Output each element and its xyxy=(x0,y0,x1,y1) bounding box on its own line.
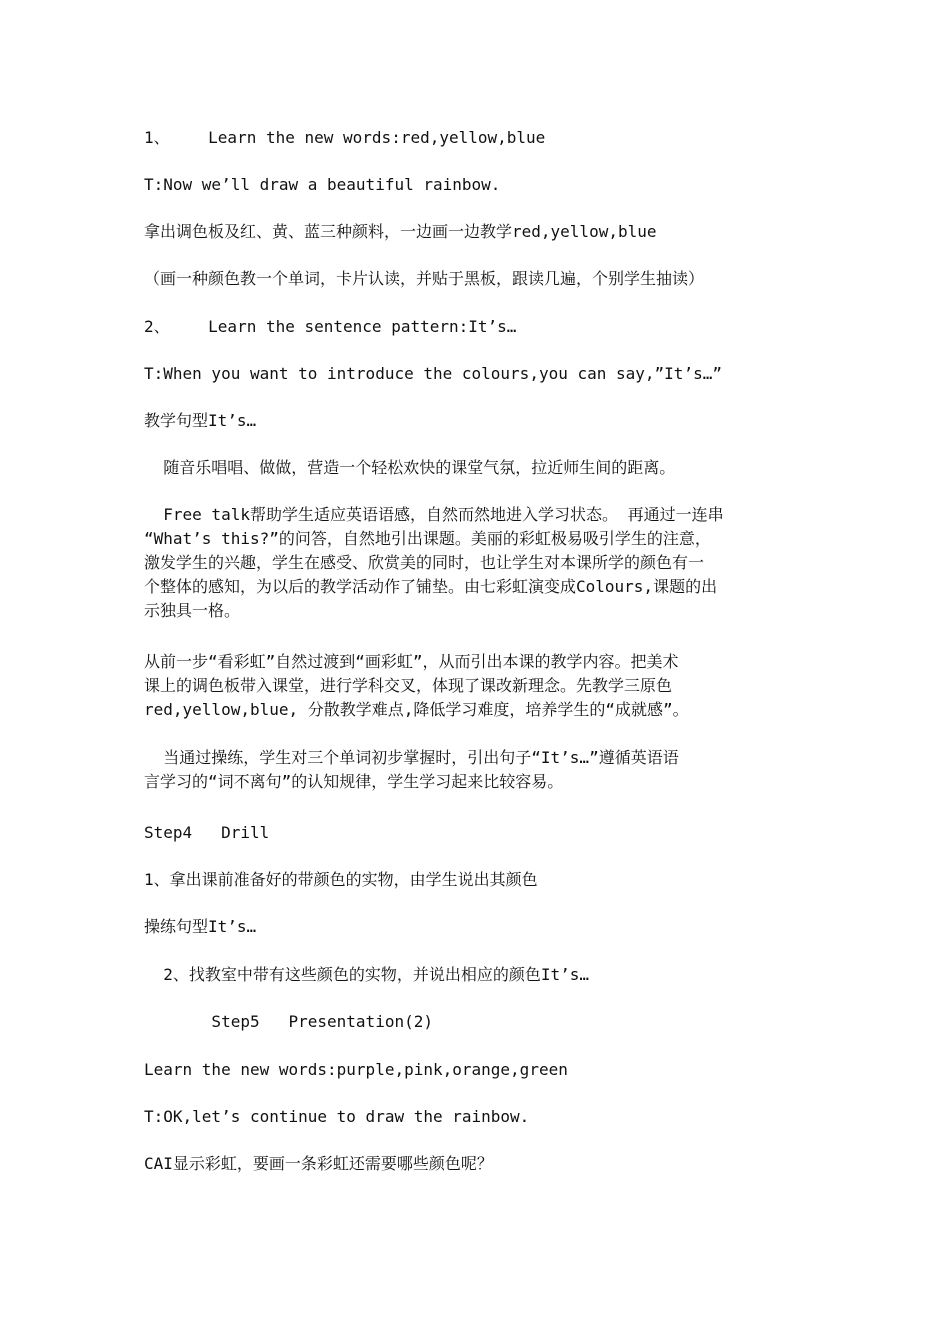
paragraph-line: 个整体的感知，为以后的教学活动作了铺垫。由七彩虹演变成Colours,课题的出 xyxy=(144,577,718,596)
paragraph-sentence xyxy=(144,746,809,794)
text-line: T:OK,let’s continue to draw the rainbow. xyxy=(144,1107,530,1126)
text-line: CAI显示彩虹，要画一条彩虹还需要哪些颜色呢？ xyxy=(144,1154,493,1173)
step5-heading: Step5 Presentation(2) xyxy=(144,1012,433,1031)
paragraph-line: Free talk帮助学生适应英语语感，自然而然地进入学习状态。 再通过一连串 xyxy=(144,505,724,524)
text-line: T:When you want to introduce the colours,you can say,”It’s…” xyxy=(144,364,722,383)
text-line: 拿出调色板及红、黄、蓝三种颜料，一边画一边教学red,yellow,blue xyxy=(144,222,657,241)
paragraph-line: 当通过操练，学生对三个单词初步掌握时，引出句子“It’s…”遵循英语语 xyxy=(144,748,679,767)
paragraph-line: 言学习的“词不离句”的认知规律，学生学习起来比较容易。 xyxy=(144,772,564,791)
text-line: T:Now we’ll draw a beautiful rainbow. xyxy=(144,175,501,194)
text-line: 1、拿出课前准备好的带颜色的实物，由学生说出其颜色 xyxy=(144,870,538,889)
text-line: 操练句型It’s… xyxy=(144,917,257,936)
text-line: （画一种颜色教一个单词，卡片认读，并贴于黑板，跟读几遍，个别学生抽读） xyxy=(144,269,705,288)
paragraph-line: 课上的调色板带入课堂，进行学科交叉，体现了课改新理念。先教学三原色 xyxy=(144,676,673,695)
paragraph-rainbow xyxy=(144,650,809,722)
text-line: Learn the new words:purple,pink,orange,green xyxy=(144,1060,568,1079)
paragraph-free-talk xyxy=(144,503,809,623)
paragraph-line: 从前一步“看彩虹”自然过渡到“画彩虹”，从而引出本课的教学内容。把美术 xyxy=(144,652,679,671)
step4-heading: Step4 Drill xyxy=(144,823,270,842)
paragraph-line: red,yellow,blue, 分散教学难点,降低学习难度，培养学生的“成就感”。 xyxy=(144,700,689,719)
paragraph-line: 示独具一格。 xyxy=(144,601,241,620)
paragraph-line: 激发学生的兴趣，学生在感受、欣赏美的同时，也让学生对本课所学的颜色有一 xyxy=(144,553,705,572)
text-line: 教学句型It’s… xyxy=(144,411,257,430)
text-line: 2、找教室中带有这些颜色的实物，并说出相应的颜色It’s… xyxy=(144,965,590,984)
text-line: 1、 Learn the new words:red,yellow,blue xyxy=(144,128,546,147)
text-line: 随音乐唱唱、做做，营造一个轻松欢快的课堂气氛，拉近师生间的距离。 xyxy=(144,458,676,477)
text-line: 2、 Learn the sentence pattern:It’s… xyxy=(144,317,517,336)
paragraph-line: “What’s this?”的问答，自然地引出课题。美丽的彩虹极易吸引学生的注意， xyxy=(144,529,711,548)
